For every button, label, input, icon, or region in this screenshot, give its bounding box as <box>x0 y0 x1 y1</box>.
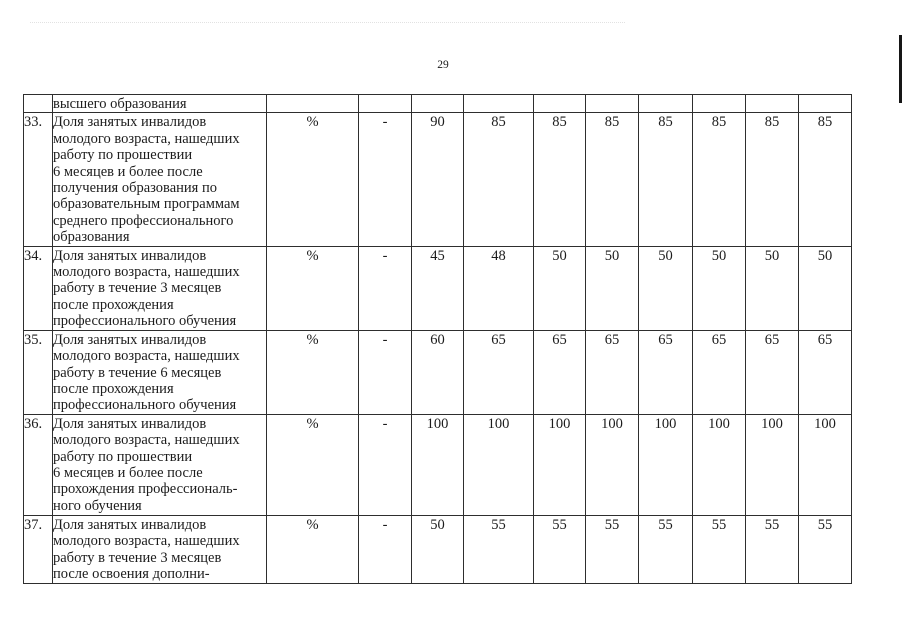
row-34-base: - <box>359 246 412 330</box>
row-36-value-7: 100 <box>746 414 799 515</box>
row-33-base: - <box>359 113 412 246</box>
row-36-value-8: 100 <box>799 414 852 515</box>
row-34-value-7: 50 <box>746 246 799 330</box>
row-continuation-value-8 <box>799 95 852 113</box>
row-36-value-6: 100 <box>693 414 746 515</box>
row-35-unit: % <box>267 330 359 414</box>
table-row-37 <box>24 515 852 583</box>
row-continuation-value-6 <box>693 95 746 113</box>
table-row-continuation <box>24 95 852 113</box>
row-34-description: Доля занятых инвалидов молодого возраста, нашедших работу в течение 3 месяцев после прохождения профессионального обучения <box>53 246 267 330</box>
row-continuation-value-2 <box>464 95 534 113</box>
row-33-value-2: 85 <box>464 113 534 246</box>
row-34-unit: % <box>267 246 359 330</box>
row-37-value-5: 55 <box>639 515 693 583</box>
row-35-value-3: 65 <box>534 330 586 414</box>
row-continuation-value-7 <box>746 95 799 113</box>
row-continuation-unit <box>267 95 359 113</box>
row-33-description: Доля занятых инвалидов молодого возраста, нашедших работу по прошествии 6 месяцев и более после получения образования по образовательным программам среднего профессионального образования <box>53 113 267 246</box>
row-35-value-7: 65 <box>746 330 799 414</box>
row-37-description: Доля занятых инвалидов молодого возраста, нашедших работу в течение 3 месяцев после освоения дополни- <box>53 515 267 583</box>
row-35-number: 35. <box>24 330 53 414</box>
row-37-value-8: 55 <box>799 515 852 583</box>
row-continuation-value-3 <box>534 95 586 113</box>
row-33-value-8: 85 <box>799 113 852 246</box>
row-35-value-1: 60 <box>412 330 464 414</box>
table-row-33 <box>24 113 852 246</box>
row-34-value-3: 50 <box>534 246 586 330</box>
row-34-value-8: 50 <box>799 246 852 330</box>
row-35-value-2: 65 <box>464 330 534 414</box>
row-36-unit: % <box>267 414 359 515</box>
table-row-36 <box>24 414 852 515</box>
row-35-base: - <box>359 330 412 414</box>
page-number: 29 <box>437 59 449 71</box>
row-continuation-value-4 <box>586 95 639 113</box>
row-36-value-2: 100 <box>464 414 534 515</box>
row-37-unit: % <box>267 515 359 583</box>
row-34-value-4: 50 <box>586 246 639 330</box>
row-37-value-6: 55 <box>693 515 746 583</box>
row-33-value-5: 85 <box>639 113 693 246</box>
row-35-value-8: 65 <box>799 330 852 414</box>
row-36-value-3: 100 <box>534 414 586 515</box>
row-34-value-5: 50 <box>639 246 693 330</box>
table-row-34 <box>24 246 852 330</box>
row-36-base: - <box>359 414 412 515</box>
row-35-value-4: 65 <box>586 330 639 414</box>
row-continuation-description: высшего образования <box>53 95 267 113</box>
row-36-value-4: 100 <box>586 414 639 515</box>
row-33-value-1: 90 <box>412 113 464 246</box>
row-37-number: 37. <box>24 515 53 583</box>
indicators-table <box>23 94 852 584</box>
row-34-number: 34. <box>24 246 53 330</box>
row-33-value-6: 85 <box>693 113 746 246</box>
row-34-value-2: 48 <box>464 246 534 330</box>
row-35-description: Доля занятых инвалидов молодого возраста, нашедших работу в течение 6 месяцев после прохождения профессионального обучения <box>53 330 267 414</box>
row-37-base: - <box>359 515 412 583</box>
scan-noise-line <box>30 22 625 23</box>
table-row-35 <box>24 330 852 414</box>
row-37-value-3: 55 <box>534 515 586 583</box>
row-35-value-6: 65 <box>693 330 746 414</box>
row-36-number: 36. <box>24 414 53 515</box>
row-continuation-base <box>359 95 412 113</box>
row-continuation-number <box>24 95 53 113</box>
row-37-value-1: 50 <box>412 515 464 583</box>
row-36-value-5: 100 <box>639 414 693 515</box>
row-36-value-1: 100 <box>412 414 464 515</box>
row-34-value-1: 45 <box>412 246 464 330</box>
row-continuation-value-5 <box>639 95 693 113</box>
row-33-number: 33. <box>24 113 53 246</box>
row-36-description: Доля занятых инвалидов молодого возраста, нашедших работу по прошествии 6 месяцев и более после прохождения профессиональ- ного обучения <box>53 414 267 515</box>
row-continuation-value-1 <box>412 95 464 113</box>
scan-edge-mark <box>899 35 902 103</box>
row-35-value-5: 65 <box>639 330 693 414</box>
row-33-value-7: 85 <box>746 113 799 246</box>
row-37-value-7: 55 <box>746 515 799 583</box>
row-33-value-3: 85 <box>534 113 586 246</box>
row-33-value-4: 85 <box>586 113 639 246</box>
row-37-value-4: 55 <box>586 515 639 583</box>
row-37-value-2: 55 <box>464 515 534 583</box>
row-34-value-6: 50 <box>693 246 746 330</box>
row-33-unit: % <box>267 113 359 246</box>
